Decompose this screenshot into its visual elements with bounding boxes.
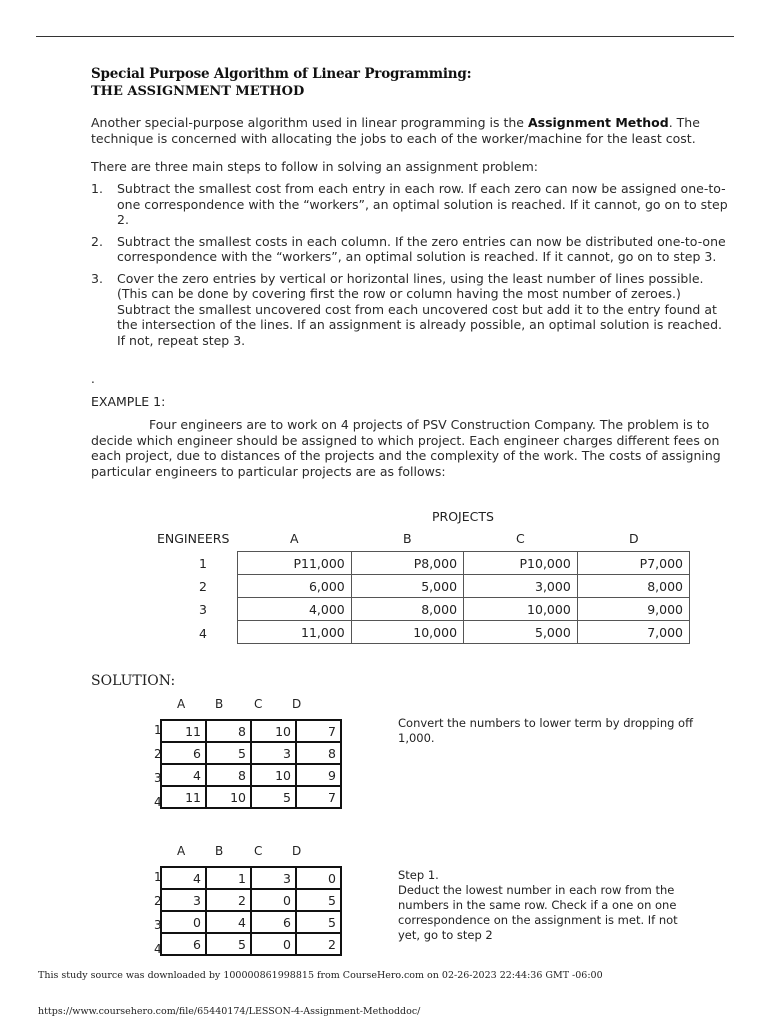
matrix-cell: 7 bbox=[296, 786, 341, 808]
step-text: Cover the zero entries by vertical or horizontal lines, using the least number of lines possible. (This can be done by covering first the row or column having the most number of zeroes.) Subtract the smallest uncovered cost from each uncovered cost but add it to the entry found at the intersection of the lines. If an assignment is already possible, an optimal solution is reached. If not, repeat step 3. bbox=[117, 270, 722, 348]
step-text: Subtract the smallest costs in each column. If the zero entries can now be distributed one-to-one correspondence with the “workers”, an optimal solution is reached. If it cannot, go on to step 3. bbox=[117, 233, 726, 264]
document-title bbox=[91, 66, 471, 100]
matrix-cell: 5 bbox=[296, 911, 341, 933]
step-text: Subtract the smallest cost from each entry in each row. If each zero can now be assigned one-to-one correspondence with the “workers”, an optimal solution is reached. If it cannot, go on to step 2. bbox=[117, 181, 728, 227]
intro-text-start: Another special-purpose algorithm used in linear programming is the bbox=[91, 115, 528, 130]
step-item bbox=[91, 234, 731, 265]
matrix-cell: 3 bbox=[251, 867, 296, 889]
table-cell: P10,000 bbox=[464, 552, 578, 575]
example-text: Four engineers are to work on 4 projects of PSV Construction Company. The problem is to decide which engineer should be assigned to which project. Each engineer charges different fees on each project, due to distances of the projects and the complexity of the work. The costs of assigning particular engineers to particular projects are as follows: bbox=[91, 417, 721, 479]
table-cell: P11,000 bbox=[238, 552, 352, 575]
matrix-cell: 7 bbox=[296, 720, 341, 742]
step-note-title: Step 1. bbox=[398, 868, 439, 882]
matrix-cell: 8 bbox=[296, 742, 341, 764]
matrix-cell: 0 bbox=[296, 867, 341, 889]
matrix-cell: 3 bbox=[251, 742, 296, 764]
matrix-cell: 8 bbox=[206, 764, 251, 786]
table-cell: 5,000 bbox=[351, 575, 463, 598]
matrix-row-label: 4 bbox=[154, 942, 162, 956]
steps-list bbox=[91, 181, 731, 354]
table-row bbox=[161, 786, 341, 808]
matrix-col-header: D bbox=[292, 844, 302, 858]
table-cell: 8,000 bbox=[351, 598, 463, 621]
table-row bbox=[161, 742, 341, 764]
table-cell: 11,000 bbox=[238, 621, 352, 644]
matrix-cell: 5 bbox=[206, 933, 251, 955]
matrix-cell: 8 bbox=[206, 720, 251, 742]
matrix-row-label: 2 bbox=[154, 894, 162, 908]
table-row bbox=[161, 889, 341, 911]
table-row bbox=[238, 598, 690, 621]
source-url-link[interactable]: https://www.coursehero.com/file/65440174/LESSON-4-Assignment-Methoddoc/ bbox=[38, 1006, 421, 1017]
matrix-row-reduced bbox=[160, 866, 342, 956]
table-row bbox=[161, 867, 341, 889]
matrix-col-header: D bbox=[292, 697, 302, 711]
matrix-col-header: B bbox=[215, 697, 224, 711]
projects-label: PROJECTS bbox=[432, 509, 494, 524]
matrix-cell: 6 bbox=[161, 933, 206, 955]
matrix-col-header: C bbox=[254, 697, 263, 711]
solution-label: SOLUTION: bbox=[91, 673, 176, 689]
matrix-cell: 0 bbox=[251, 889, 296, 911]
intro-text-end: . The technique is concerned with allocating the jobs to each of the worker/machine for the least cost. bbox=[91, 115, 700, 146]
table-cell: 10,000 bbox=[464, 598, 578, 621]
matrix-col-header: A bbox=[177, 697, 186, 711]
matrix-cell: 2 bbox=[206, 889, 251, 911]
matrix-cell: 6 bbox=[251, 911, 296, 933]
step-item bbox=[91, 181, 731, 228]
matrix1-note: Convert the numbers to lower term by dropping off 1,000. bbox=[398, 716, 694, 745]
matrix-cell: 11 bbox=[161, 786, 206, 808]
intro-bold-term: Assignment Method bbox=[527, 115, 669, 130]
matrix-row-label: 4 bbox=[154, 795, 162, 809]
matrix-cell: 4 bbox=[161, 867, 206, 889]
engineer-row-label: 2 bbox=[199, 579, 207, 594]
engineer-row-label: 3 bbox=[199, 602, 207, 617]
cost-table bbox=[237, 551, 690, 644]
matrix-cell: 0 bbox=[251, 933, 296, 955]
table-row bbox=[161, 764, 341, 786]
table-cell: P8,000 bbox=[351, 552, 463, 575]
matrix-row-label: 3 bbox=[154, 918, 162, 932]
table-cell: 8,000 bbox=[577, 575, 689, 598]
table-cell: 7,000 bbox=[577, 621, 689, 644]
step-note-text: Deduct the lowest number in each row from the numbers in the same row. Check if a one on one correspondence on the assignment is met. If not yet, go to step 2 bbox=[398, 883, 678, 942]
matrix-col-header: C bbox=[254, 844, 263, 858]
matrix-cell: 5 bbox=[296, 889, 341, 911]
download-notice: This study source was downloaded by 100000861998815 from CourseHero.com on 02-26-2023 22:44:36 GMT -06:00 bbox=[38, 970, 603, 981]
matrix-row-label: 1 bbox=[154, 870, 162, 884]
matrix-cell: 1 bbox=[206, 867, 251, 889]
matrix-cell: 10 bbox=[251, 720, 296, 742]
example-label: EXAMPLE 1: bbox=[91, 394, 166, 409]
table-row bbox=[238, 552, 690, 575]
stray-dot: . bbox=[91, 372, 95, 386]
matrix-cell: 5 bbox=[251, 786, 296, 808]
project-col-header: A bbox=[290, 531, 299, 546]
matrix-row-label: 1 bbox=[154, 723, 162, 737]
matrix-row-label: 3 bbox=[154, 771, 162, 785]
matrix-col-header: A bbox=[177, 844, 186, 858]
steps-intro: There are three main steps to follow in solving an assignment problem: bbox=[91, 159, 538, 174]
project-col-header: B bbox=[403, 531, 412, 546]
matrix-cell: 0 bbox=[161, 911, 206, 933]
table-cell: 4,000 bbox=[238, 598, 352, 621]
table-cell: 10,000 bbox=[351, 621, 463, 644]
matrix-reduced-costs bbox=[160, 719, 342, 809]
matrix-cell: 2 bbox=[296, 933, 341, 955]
table-cell: 9,000 bbox=[577, 598, 689, 621]
table-row bbox=[238, 621, 690, 644]
table-row bbox=[161, 720, 341, 742]
project-col-header: D bbox=[629, 531, 639, 546]
matrix-cell: 9 bbox=[296, 764, 341, 786]
table-row bbox=[161, 933, 341, 955]
matrix-row-label: 2 bbox=[154, 747, 162, 761]
step-number: 1. bbox=[91, 181, 103, 196]
engineer-row-label: 4 bbox=[199, 626, 207, 641]
matrix-cell: 3 bbox=[161, 889, 206, 911]
step-item bbox=[91, 271, 731, 349]
title-line-1: Special Purpose Algorithm of Linear Programming: bbox=[91, 66, 472, 82]
table-row bbox=[161, 911, 341, 933]
matrix-cell: 11 bbox=[161, 720, 206, 742]
table-row bbox=[238, 575, 690, 598]
step-number: 2. bbox=[91, 233, 103, 249]
project-col-header: C bbox=[516, 531, 525, 546]
intro-paragraph bbox=[91, 115, 731, 147]
table-cell: 5,000 bbox=[464, 621, 578, 644]
top-rule bbox=[36, 36, 734, 37]
matrix-col-header: B bbox=[215, 844, 224, 858]
engineers-label: ENGINEERS bbox=[157, 531, 230, 546]
matrix-cell: 6 bbox=[161, 742, 206, 764]
matrix2-note bbox=[398, 868, 698, 943]
matrix-cell: 10 bbox=[251, 764, 296, 786]
matrix-cell: 4 bbox=[206, 911, 251, 933]
matrix-cell: 5 bbox=[206, 742, 251, 764]
step-number: 3. bbox=[91, 270, 103, 286]
engineer-row-label: 1 bbox=[199, 556, 207, 571]
matrix-cell: 10 bbox=[206, 786, 251, 808]
table-cell: 3,000 bbox=[464, 575, 578, 598]
matrix-cell: 4 bbox=[161, 764, 206, 786]
table-cell: 6,000 bbox=[238, 575, 352, 598]
table-cell: P7,000 bbox=[577, 552, 689, 575]
title-line-2: THE ASSIGNMENT METHOD bbox=[91, 84, 305, 99]
